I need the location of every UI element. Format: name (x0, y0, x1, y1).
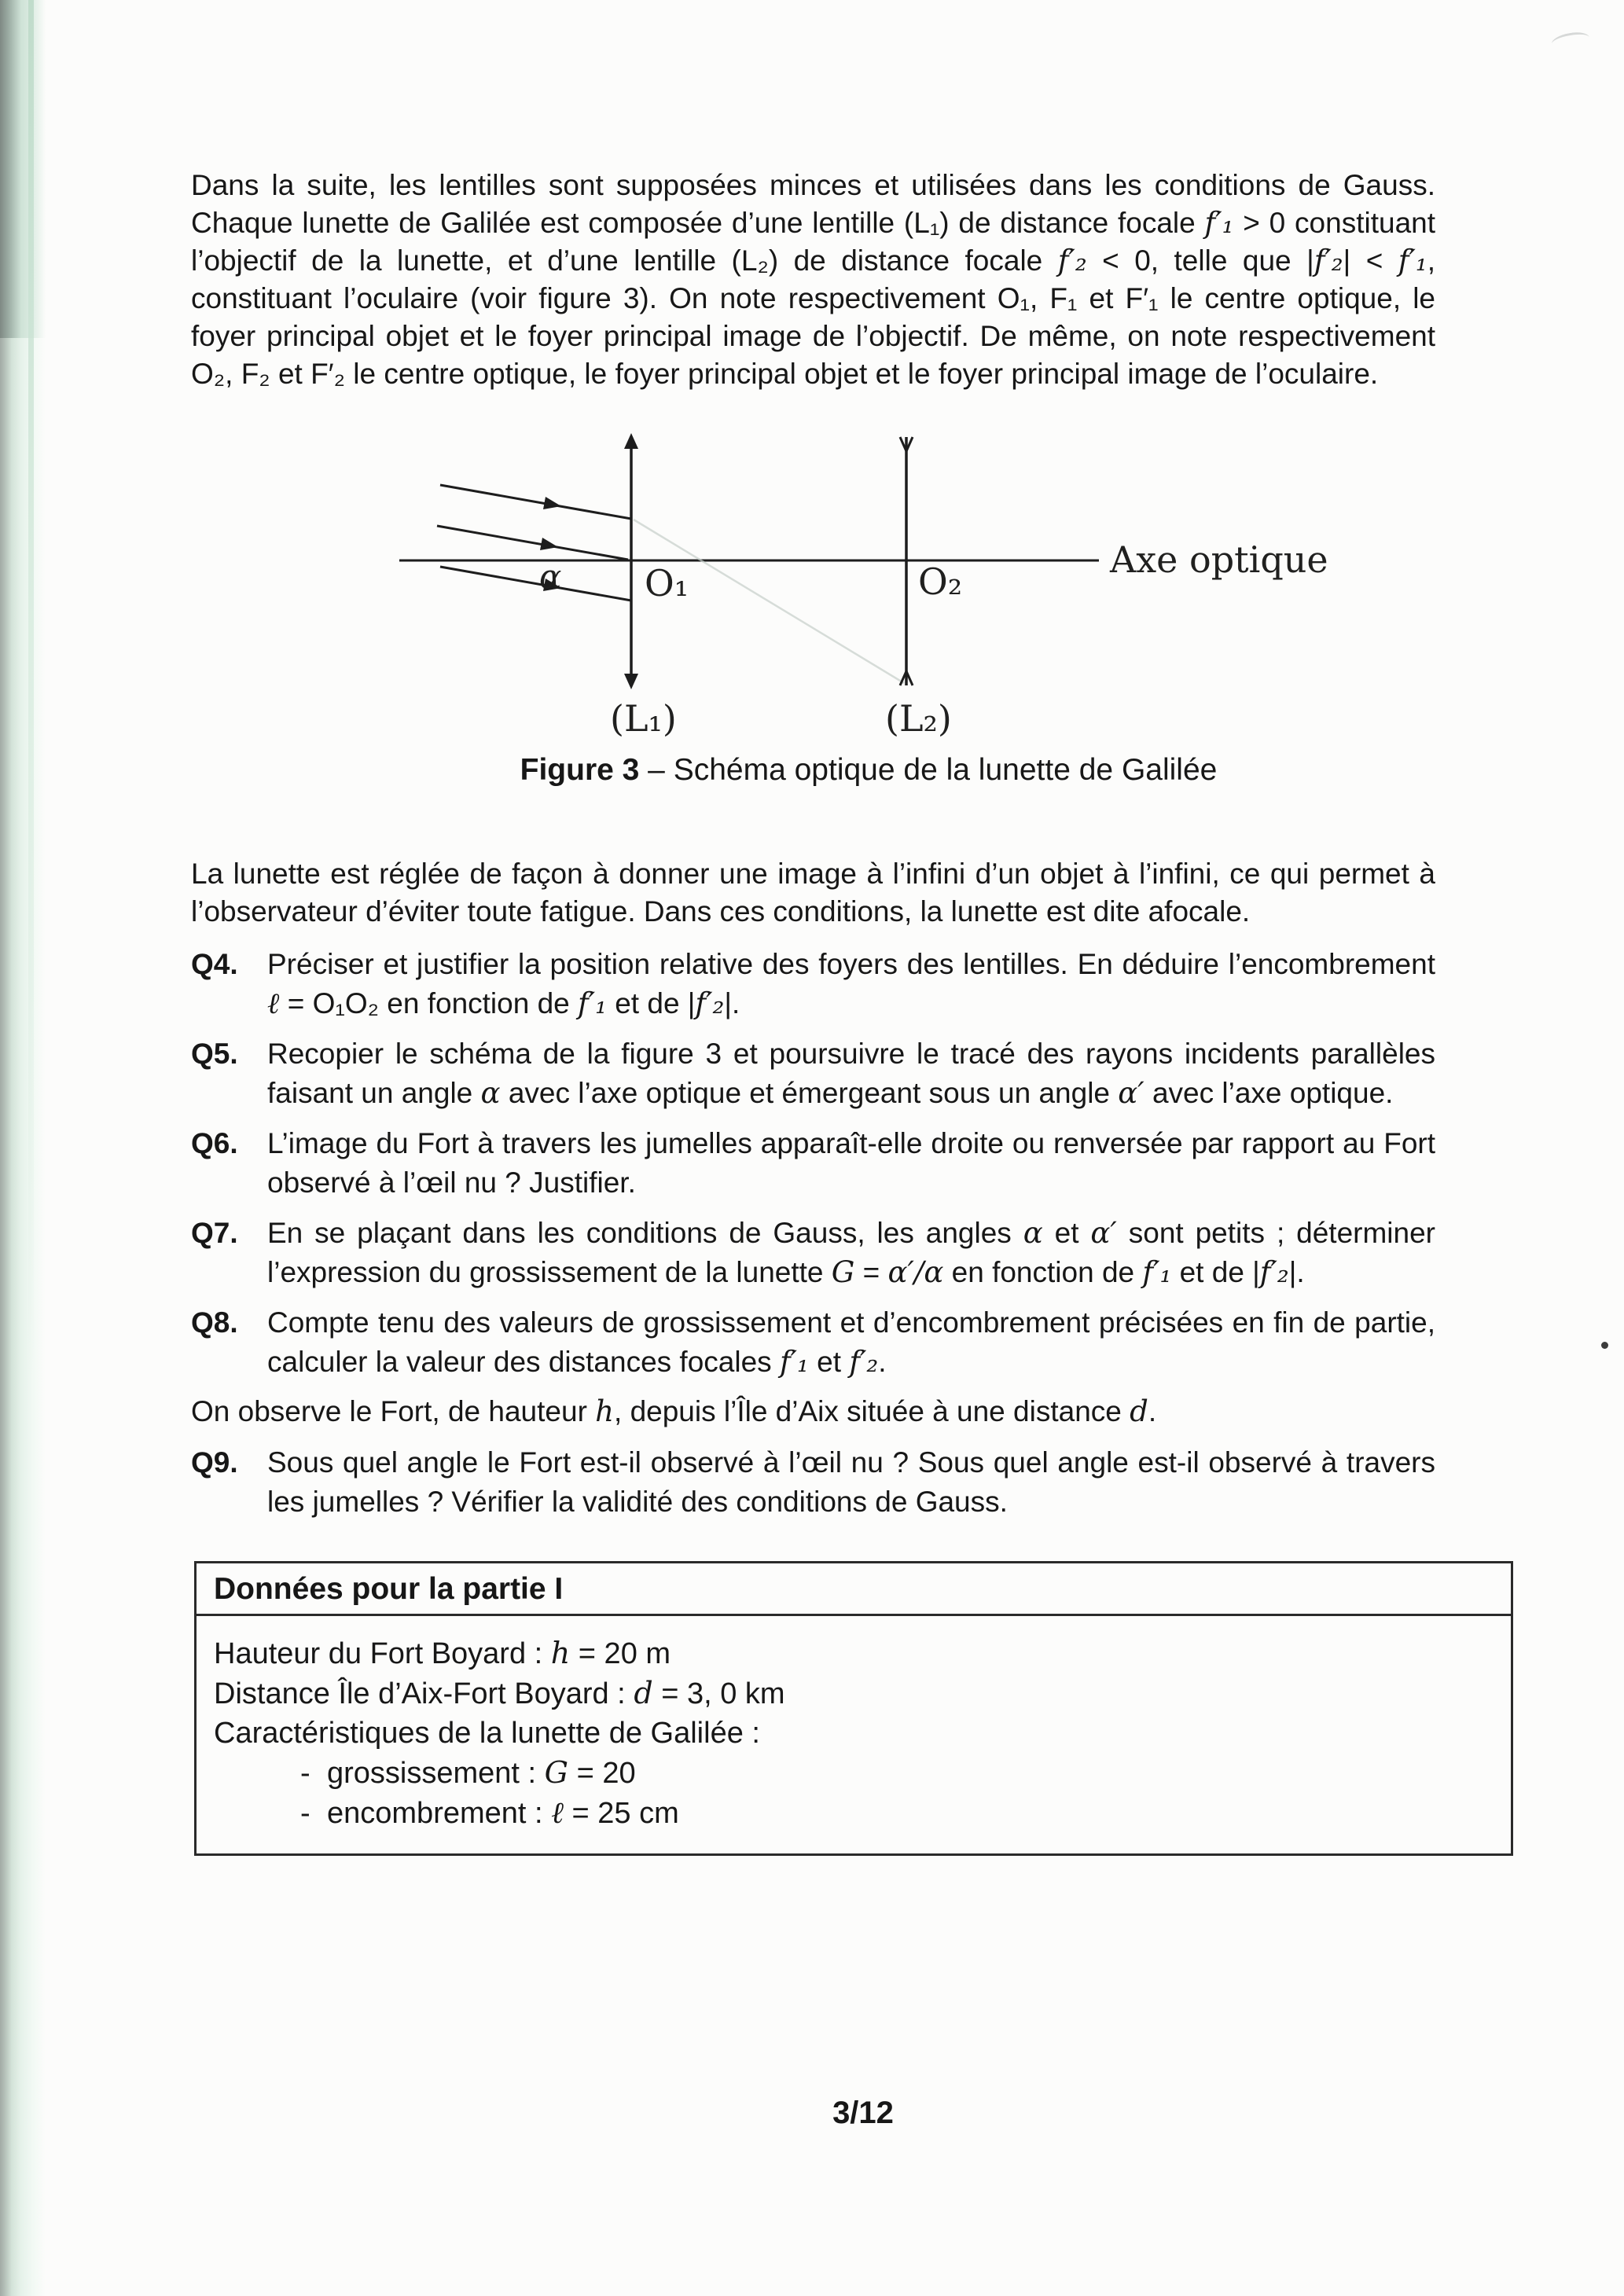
page-number: 3/12 (832, 2096, 894, 2130)
question-q6 (191, 1124, 1435, 1203)
question-q8-label: Q8. (191, 1306, 238, 1339)
data-bullet-encombrement (214, 1793, 1494, 1833)
question-q9-label: Q9. (191, 1446, 238, 1479)
scan-artifact-dot (1601, 1342, 1608, 1349)
bullet-dash: - (300, 1797, 310, 1830)
data-bullet-encombrement-text: encombrement : ℓ = 25 cm (327, 1795, 679, 1830)
question-q4-label: Q4. (191, 948, 238, 980)
scan-edge-top-shadow (0, 0, 46, 338)
question-q4 (191, 945, 1435, 1023)
question-q5 (191, 1034, 1435, 1113)
question-q4-text: Préciser et justifier la position relative des foyers des lentilles. En déduire l’encombrement ℓ = O₁O₂ en fonction de f′₁ et de |f′₂|. (267, 948, 1435, 1020)
figure-caption-number: Figure 3 (520, 753, 640, 787)
optical-schematic-svg (377, 424, 1360, 739)
question-q9 (191, 1443, 1435, 1522)
axis-label: Axe optique (1110, 538, 1328, 581)
data-box-title: Données pour la partie I (197, 1563, 1511, 1616)
data-line-caracteristiques: Caractéristiques de la lunette de Galilée : (214, 1717, 760, 1750)
intro-paragraph: Dans la suite, les lentilles sont supposées minces et utilisées dans les conditions de Gauss. Chaque lunette de Galilée est composée d’une lentille (L₁) de distance focale f′₁ > 0 constituant l’objectif de la lunette, et d’une lentille (L₂) de distance focale f′₂ < 0, telle que |f′₂| < f′₁, constituant l’oculaire (voir figure 3). On note respectivement O₁, F₁ et F′₁ le centre optique, le foyer principal objet et le foyer principal image de l’objectif. De même, on note respectivement O₂, F₂ et F′₂ le centre optique, le foyer principal objet et le foyer principal image de l’oculaire. (191, 169, 1436, 390)
l2-label: (L₂) (885, 697, 952, 739)
scan-edge-green-line (28, 0, 34, 1376)
question-q6-label: Q6. (191, 1127, 238, 1159)
figure-caption (377, 751, 1360, 789)
data-bullet-grossissement-text: grossissement : G = 20 (327, 1755, 636, 1790)
question-q7-label: Q7. (191, 1217, 238, 1249)
question-q6-text: L’image du Fort à travers les jumelles apparaît-elle droite ou renversée par rapport au Fort observé à l’œil nu ? Justifier. (267, 1127, 1435, 1199)
alpha-label: α (539, 557, 562, 596)
page-content (191, 167, 1435, 1856)
data-bullet-grossissement (214, 1753, 1494, 1793)
bullet-dash: - (300, 1757, 310, 1790)
ray-1-arrowhead (543, 497, 561, 509)
figure-3-diagram (377, 424, 1360, 739)
lens-l1-top-arrow (624, 433, 638, 449)
question-list (191, 945, 1435, 1382)
question-q5-label: Q5. (191, 1038, 238, 1070)
data-box (194, 1561, 1513, 1856)
incident-ray-3 (440, 567, 631, 601)
data-line-hauteur: Hauteur du Fort Boyard : h = 20 m (214, 1636, 671, 1670)
question-q5-text: Recopier le schéma de la figure 3 et poursuivre le tracé des rayons incidents parallèles faisant un angle α avec l’axe optique et émergeant sous un angle α′ avec l’axe optique. (267, 1038, 1435, 1110)
ray-2-arrowhead (540, 538, 558, 550)
scan-artifact-mark (1551, 30, 1591, 51)
incident-ray-2 (437, 526, 628, 560)
question-q8 (191, 1303, 1435, 1382)
observe-paragraph: On observe le Fort, de hauteur h, depuis l’Île d’Aix située à une distance d. (191, 1394, 1157, 1428)
data-box-body (197, 1616, 1511, 1853)
o1-label: O₁ (645, 562, 689, 604)
figure-caption-text: – Schéma optique de la lunette de Galilée (639, 753, 1218, 787)
afocal-paragraph: La lunette est réglée de façon à donner une image à l’infini d’un objet à l’infini, ce qui permet à l’observateur d’éviter toute fatigue. Dans ces conditions, la lunette est dite afocale. (191, 858, 1435, 928)
o2-label: O₂ (918, 560, 963, 603)
question-q9-text: Sous quel angle le Fort est-il observé à l’œil nu ? Sous quel angle est-il observé à travers les jumelles ? Vérifier la validité des conditions de Gauss. (267, 1446, 1435, 1518)
l1-label: (L₁) (610, 697, 677, 739)
incident-ray-1 (440, 485, 631, 519)
data-line-distance: Distance Île d’Aix-Fort Boyard : d = 3, 0 km (214, 1676, 785, 1710)
scan-edge-strip (0, 0, 46, 2296)
question-q7 (191, 1214, 1435, 1292)
question-q8-text: Compte tenu des valeurs de grossissement et d’encombrement précisées en fin de partie, calculer la valeur des distances focales f′₁ et f′₂. (267, 1306, 1435, 1379)
question-q7-text: En se plaçant dans les conditions de Gauss, les angles α et α′ sont petits ; déterminer l’expression du grossissement de la lunette G = α′/α en fonction de f′₁ et de |f′₂|. (267, 1216, 1436, 1289)
lens-l1-bottom-arrow (624, 674, 638, 689)
